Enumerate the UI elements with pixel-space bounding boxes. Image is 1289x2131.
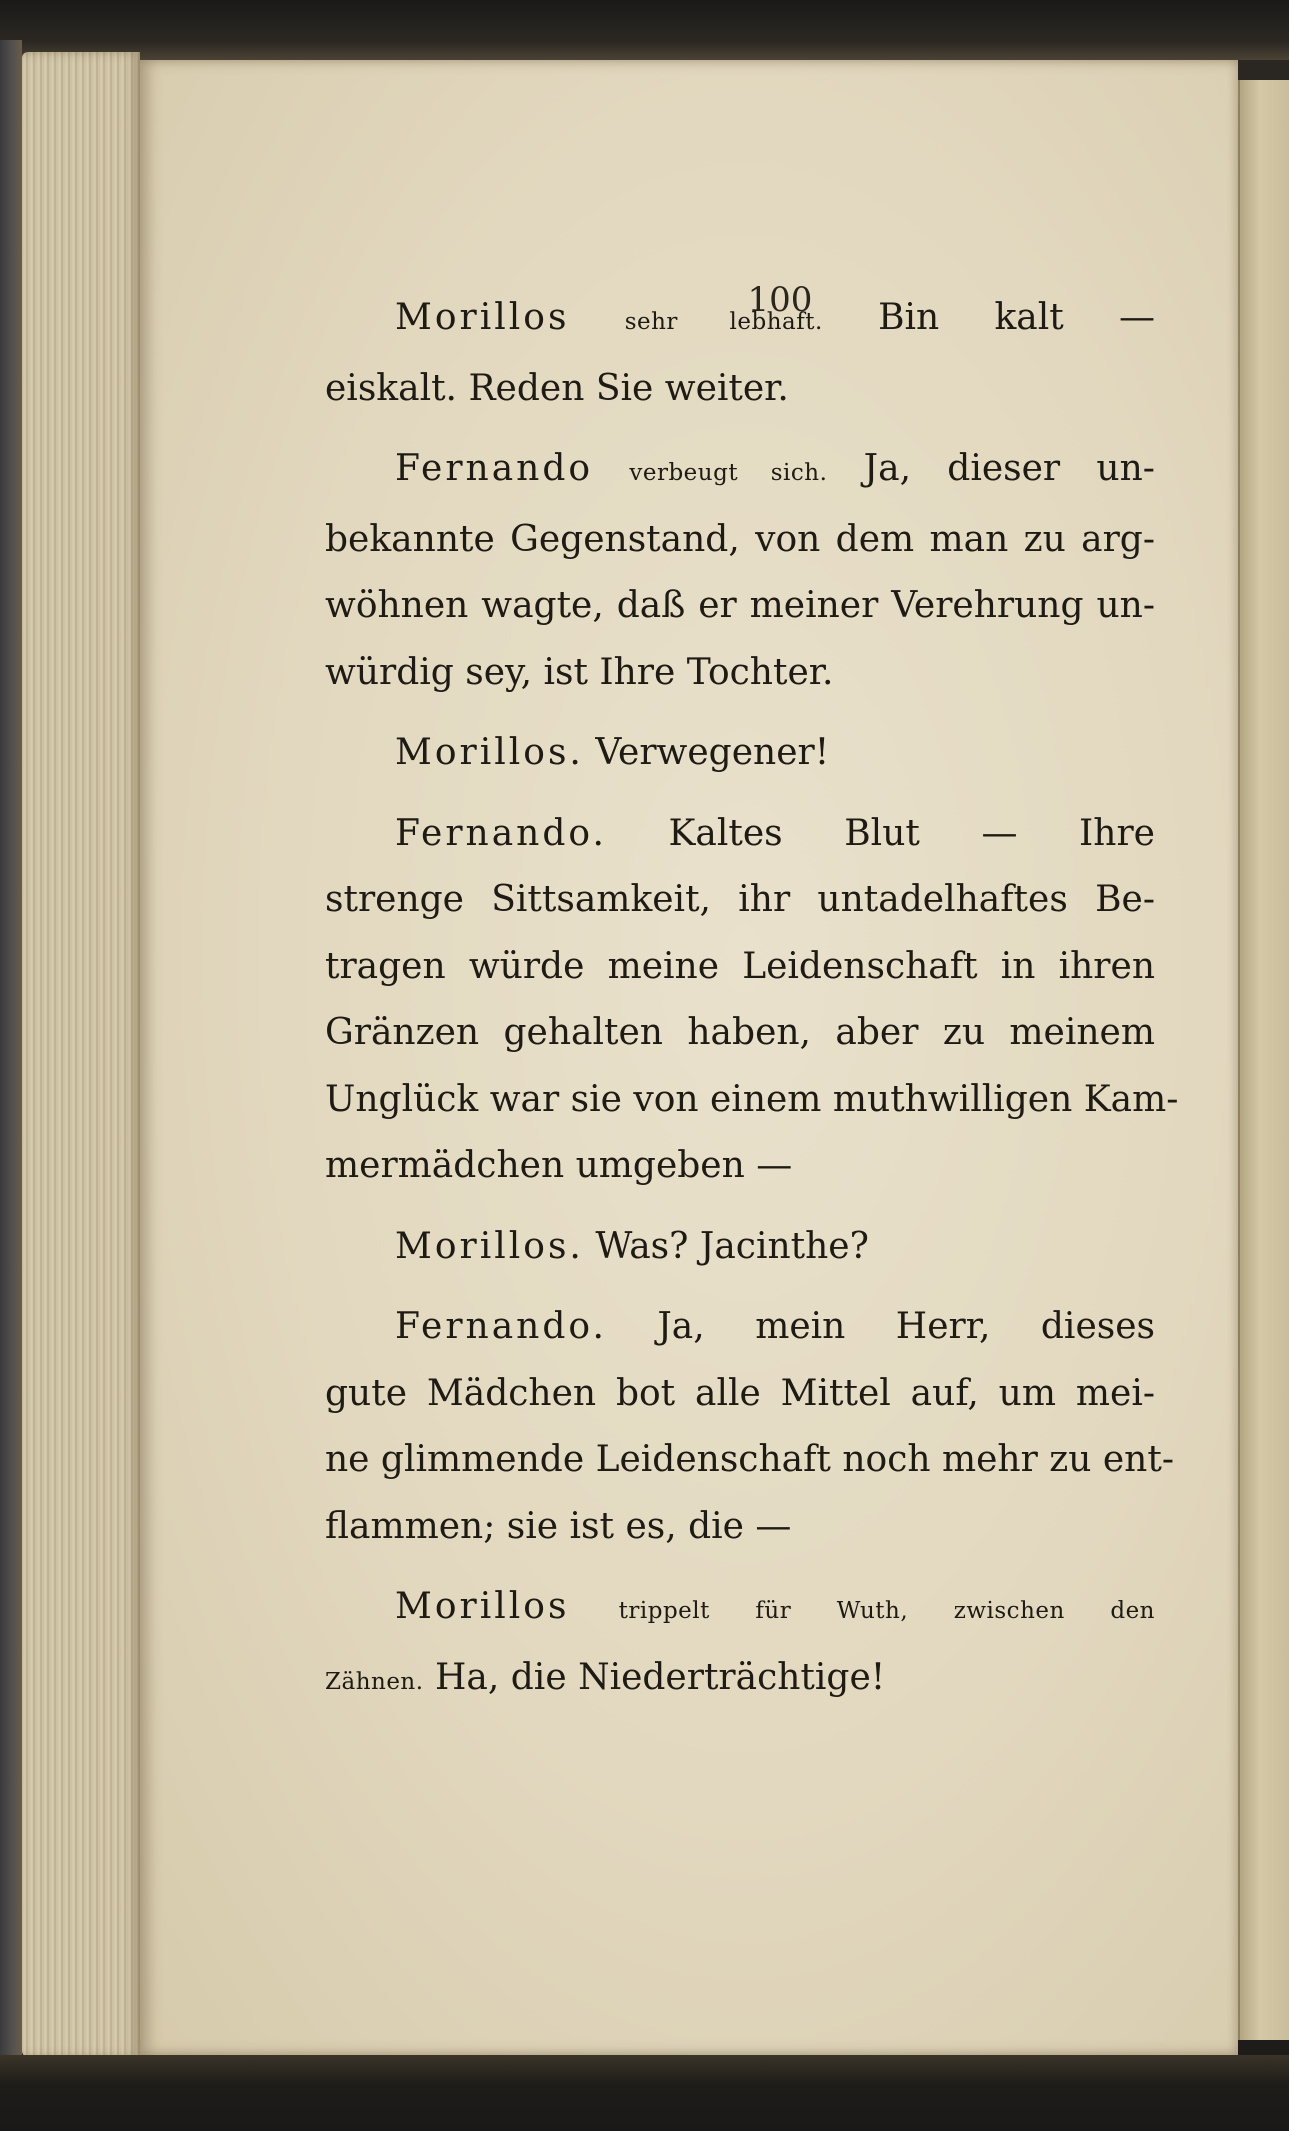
- speaker-name: Morillos: [395, 297, 570, 338]
- paragraph: [325, 1574, 1155, 1715]
- dialogue-text: Ha, die Niederträchtige!: [435, 1656, 886, 1698]
- paragraph-gap: [395, 1200, 1155, 1214]
- paragraph-gap: [395, 706, 1155, 720]
- text-line: [395, 801, 1155, 868]
- speaker-name: Morillos.: [395, 732, 584, 773]
- stage-direction: Zähnen.: [325, 1668, 424, 1695]
- dialogue-text: eiskalt. Reden Sie weiter.: [325, 367, 789, 409]
- paragraph: [325, 285, 1155, 422]
- paragraph-gap: [395, 1280, 1155, 1294]
- paragraph: [325, 1294, 1174, 1560]
- text-line: [325, 573, 1155, 640]
- text-line: [325, 640, 1155, 707]
- text-line: [395, 1574, 1155, 1645]
- speaker-name: Morillos.: [395, 1225, 584, 1267]
- dialogue-text: Was? Jacinthe?: [595, 1225, 869, 1267]
- text-line: [325, 356, 1155, 423]
- dialogue-text: Kaltes Blut — Ihre: [668, 812, 1155, 854]
- dialogue-text: strenge Sittsamkeit, ihr untadelhaftes Be-: [325, 879, 1155, 920]
- stage-direction: sehr lebhaft.: [624, 309, 823, 335]
- dialogue-text: tragen würde meine Leidenschaft in ihren: [325, 945, 1155, 987]
- dialogue-text: Verwegener!: [595, 732, 830, 773]
- text-line: [325, 1133, 1155, 1200]
- facing-page-edge: [1238, 80, 1289, 2040]
- paragraph: [325, 801, 1179, 1200]
- speaker-name: Fernando.: [395, 1306, 607, 1347]
- page-edges: [22, 52, 140, 2057]
- stage-direction: verbeugt sich.: [629, 460, 828, 486]
- top-shadow: [0, 0, 1289, 60]
- dialogue-text: Ja, mein Herr, dieses: [657, 1306, 1155, 1347]
- bottom-shadow: [0, 2055, 1289, 2131]
- text-line: [325, 1427, 1174, 1494]
- paragraph: [325, 436, 1155, 706]
- text-line: [325, 867, 1155, 934]
- dialogue-text: Gränzen gehalten haben, aber zu meinem: [325, 1012, 1155, 1053]
- paragraph: [395, 1214, 1155, 1281]
- text-line: [395, 1214, 1155, 1281]
- paragraph-gap: [395, 787, 1155, 801]
- dialogue-text: mermädchen umgeben —: [325, 1145, 793, 1186]
- paragraph: [395, 720, 1155, 787]
- dialogue-text: würdig sey, ist Ihre Tochter.: [325, 651, 834, 693]
- dialogue-text: Unglück war sie von einem muthwilligen Kam-: [325, 1078, 1179, 1120]
- text-line: [325, 1361, 1155, 1428]
- text-line: [395, 285, 1155, 356]
- paragraph-gap: [395, 422, 1155, 436]
- paragraph-gap: [395, 1560, 1155, 1574]
- dialogue-text: gute Mädchen bot alle Mittel auf, um mei-: [325, 1372, 1155, 1414]
- stage-direction: trippelt für Wuth, zwischen den: [618, 1598, 1155, 1624]
- text-line: [395, 1294, 1155, 1361]
- text-line: [395, 436, 1155, 507]
- dialogue-text: Bin kalt —: [878, 297, 1155, 338]
- dialogue-text: Ja, dieser un-: [863, 448, 1155, 489]
- text-line: [325, 1067, 1179, 1134]
- text-line: [325, 934, 1155, 1001]
- text-line: [325, 507, 1155, 574]
- text-line: [325, 1494, 1155, 1561]
- page-text: [325, 285, 1179, 1715]
- speaker-name: Fernando: [395, 448, 594, 489]
- speaker-name: Fernando.: [395, 812, 607, 854]
- dialogue-text: wöhnen wagte, daß er meiner Verehrung un-: [325, 585, 1155, 626]
- speaker-name: Morillos: [395, 1586, 570, 1627]
- dialogue-text: flammen; sie ist es, die —: [325, 1505, 792, 1547]
- book-cover-edge: [0, 40, 22, 2080]
- page-number: 100: [747, 280, 813, 320]
- dialogue-text: bekannte Gegenstand, von dem man zu arg-: [325, 518, 1155, 560]
- text-line: [325, 1645, 1155, 1716]
- dialogue-text: ne glimmende Leidenschaft noch mehr zu ent-: [325, 1439, 1174, 1480]
- text-line: [325, 1000, 1155, 1067]
- text-line: [395, 720, 1155, 787]
